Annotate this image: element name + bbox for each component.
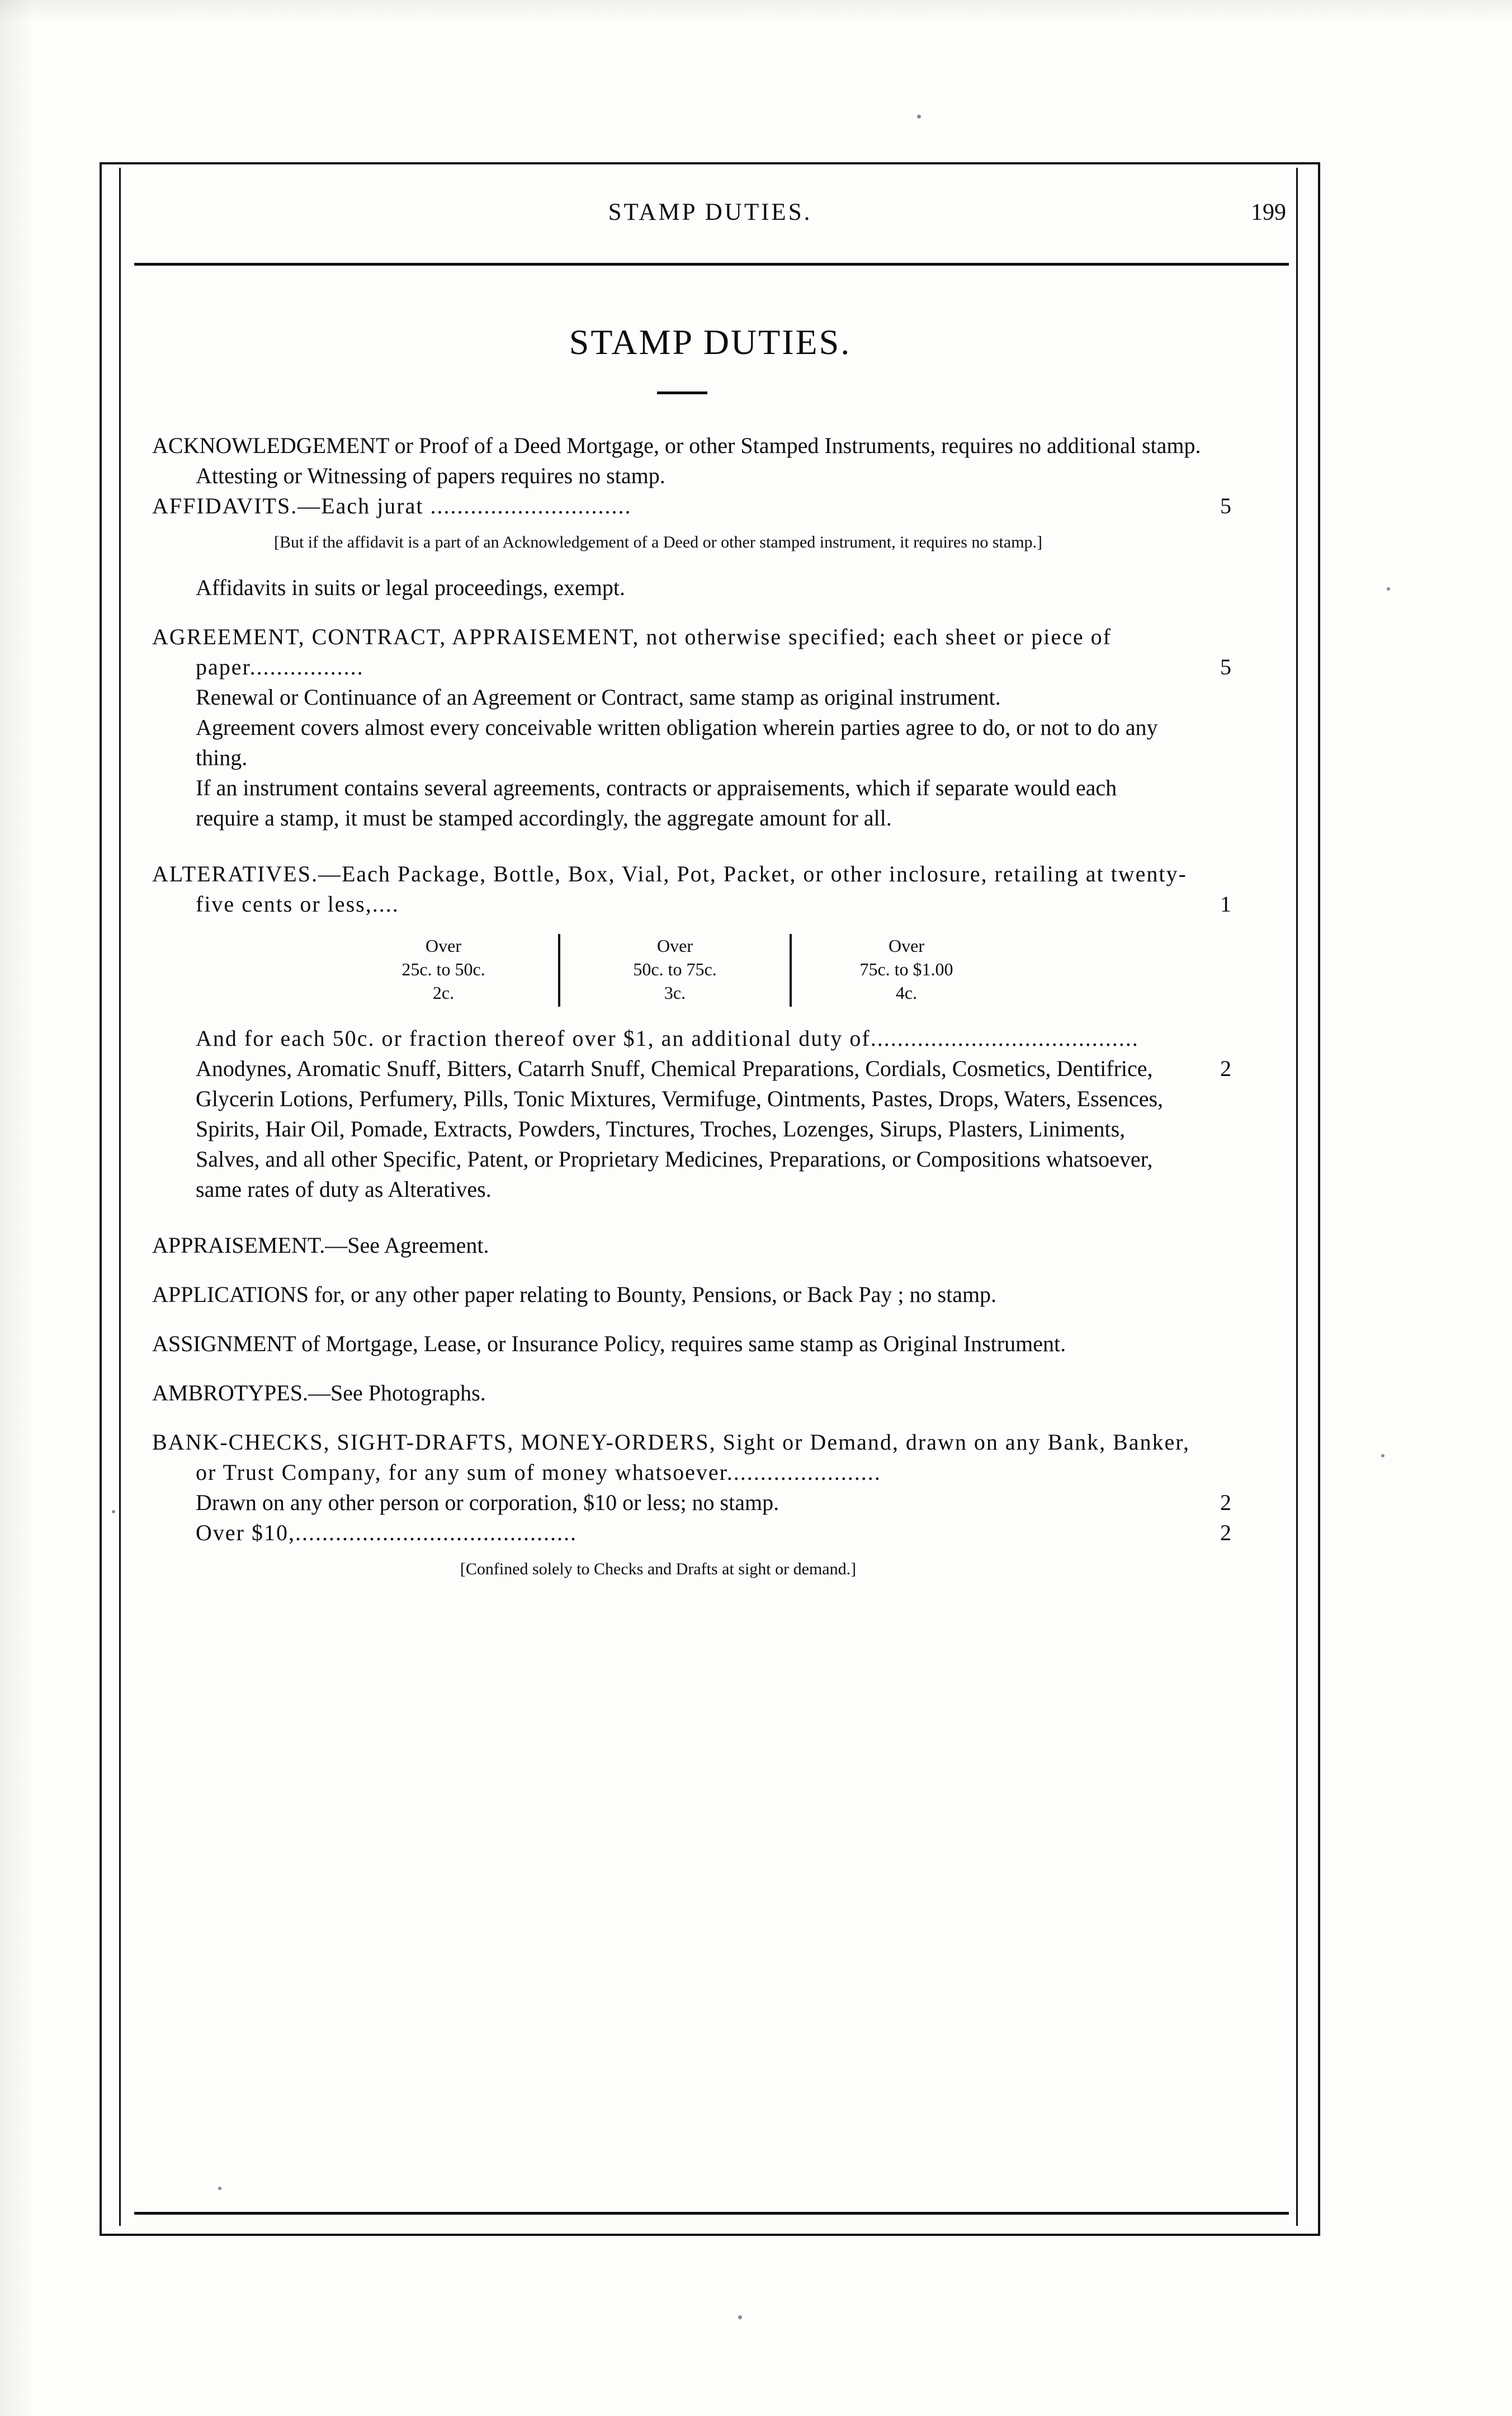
- page-number: 199: [1251, 200, 1286, 225]
- entry-amount: 2: [1220, 1490, 1231, 1515]
- entry-amount: 5: [1220, 654, 1231, 680]
- running-head-title: STAMP DUTIES.: [608, 199, 812, 225]
- entry-amount: 2: [1220, 1056, 1231, 1081]
- rate-column-range: 50c. to 75c.: [633, 959, 717, 979]
- page-border-inner-right-rule: [1296, 168, 1298, 2226]
- footer-rule: [134, 2212, 1289, 2215]
- entry-text: Renewal or Continuance of an Agreement or Contract, same stamp as original instrument.: [196, 685, 1001, 710]
- scan-speck: [917, 115, 921, 119]
- entry-text: ACKNOWLEDGEMENT or Proof of a Deed Mortgage, or other Stamped Instruments, requires no additional stamp. Attesting or Witnessing of papers requires no stamp.: [152, 433, 1201, 488]
- entry-text: Agreement covers almost every conceivable written obligation wherein parties agree to do, or not to do any thing.: [196, 715, 1158, 770]
- rate-column-duty: 4c.: [895, 983, 918, 1003]
- entry-alteratives-additional: [152, 1023, 1265, 1081]
- entry-text: Anodynes, Aromatic Snuff, Bitters, Catarrh Snuff, Chemical Preparations, Cordials, Cosmetics, Dentifrice, Glycerin Lotions, Perfumery, Pills, Tonic Mixtures, Vermifuge, Ointments, Pastes, Drops, Waters, Essences, Spirits, Hair Oil, Pomade, Extracts, Powders, Tinctures, Troches, Lozenges, Sirups, Plasters, Liniments, Salves, and all other Specific, Patent, or Proprietary Medicines, Preparations, or Compositions whatsoever, same rates of duty as Alteratives.: [196, 1056, 1164, 1202]
- entry-bank-checks-over: [152, 1518, 1265, 1548]
- spacer: [152, 1261, 1265, 1280]
- rate-column-range: 25c. to 50c.: [401, 959, 485, 979]
- entry-text: Affidavits in suits or legal proceedings, exempt.: [196, 575, 625, 600]
- entry-amount: 1: [1220, 891, 1231, 917]
- rate-column-1: [351, 934, 536, 1007]
- spacer: [152, 603, 1265, 622]
- scan-speck: [1387, 587, 1390, 591]
- entry-text: AMBROTYPES.—See Photographs.: [152, 1380, 486, 1405]
- entry-applications: [152, 1280, 1265, 1310]
- rate-column-header: Over: [426, 936, 461, 956]
- entry-agreement: [152, 622, 1265, 682]
- entry-alteratives-list: [152, 1054, 1265, 1205]
- entry-text: Drawn on any other person or corporation, $10 or less; no stamp.: [196, 1490, 779, 1515]
- spacer: [152, 554, 1265, 573]
- entry-text: ASSIGNMENT of Mortgage, Lease, or Insurance Policy, requires same stamp as Original Instrument.: [152, 1331, 1066, 1356]
- entry-appraisement: [152, 1230, 1265, 1261]
- rate-table-divider: [790, 934, 792, 1007]
- scan-edge-shading-top: [0, 0, 1512, 22]
- spacer: [152, 1548, 1265, 1558]
- rate-table-divider: [558, 934, 560, 1007]
- entry-text: APPLICATIONS for, or any other paper relating to Bounty, Pensions, or Back Pay ; no stamp.: [152, 1282, 997, 1307]
- entry-text: If an instrument contains several agreements, contracts or appraisements, which if separate would each require a stamp, it must be stamped accordingly, the aggregate amount for all.: [196, 775, 1117, 830]
- entry-text: And for each 50c. or fraction thereof over $1, an additional duty of........................................: [196, 1026, 1139, 1051]
- scan-speck: [1381, 1454, 1385, 1457]
- spacer: [152, 833, 1265, 859]
- entry-amount: 5: [1220, 493, 1231, 518]
- header-rule: [134, 263, 1289, 266]
- entry-text: APPRAISEMENT.—See Agreement.: [152, 1233, 489, 1258]
- spacer: [152, 1408, 1265, 1427]
- entry-text: AFFIDAVITS.—Each jurat ..............................: [152, 493, 632, 518]
- entry-alteratives: [152, 859, 1265, 919]
- entry-text: BANK-CHECKS, SIGHT-DRAFTS, MONEY-ORDERS, Sight or Demand, drawn on any Bank, Banker, or Trust Company, for any sum of money whatsoever.......................: [152, 1429, 1190, 1485]
- entry-ambrotypes: [152, 1378, 1265, 1408]
- entry-text: Over $10,..........................................: [196, 1520, 577, 1545]
- entry-affidavits-exempt: [152, 573, 1265, 603]
- entry-agreement-covers: [152, 712, 1265, 773]
- spacer: [152, 1359, 1265, 1378]
- title-dash-ornament: [657, 391, 707, 394]
- entry-assignment: [152, 1329, 1265, 1359]
- entry-text: AGREEMENT, CONTRACT, APPRAISEMENT, not otherwise specified; each sheet or piece of paper.................: [152, 624, 1112, 680]
- spacer: [152, 521, 1265, 531]
- entry-bank-checks-other: [152, 1488, 1265, 1518]
- rate-column-duty: 2c.: [432, 983, 455, 1003]
- page-border-inner-left-rule: [119, 168, 121, 2226]
- entry-affidavits: [152, 491, 1265, 521]
- running-head: [134, 199, 1286, 226]
- rate-column-duty: 3c.: [664, 983, 686, 1003]
- spacer: [152, 1310, 1265, 1329]
- entry-amount: 2: [1220, 1520, 1231, 1545]
- rate-column-header: Over: [889, 936, 924, 956]
- entry-agreement-several: [152, 773, 1265, 833]
- rate-column-range: 75c. to $1.00: [859, 959, 953, 979]
- bracket-note: [Confined solely to Checks and Drafts at sight or demand.]: [460, 1560, 857, 1578]
- entry-text: ALTERATIVES.—Each Package, Bottle, Box, Vial, Pot, Packet, or other inclosure, retailing at twenty-five cents or less,....: [152, 861, 1187, 917]
- alteratives-rate-table: [152, 934, 1164, 1007]
- spacer: [152, 1205, 1265, 1230]
- entry-acknowledgement: [152, 431, 1265, 491]
- entry-affidavits-note: [152, 531, 1265, 554]
- rate-column-2: [583, 934, 767, 1007]
- entry-agreement-renewal: [152, 682, 1265, 712]
- scan-edge-shading-left: [0, 0, 34, 2416]
- bracket-note: [But if the affidavit is a part of an Acknowledgement of a Deed or other stamped instrument, it requires no stamp.]: [273, 533, 1043, 551]
- page-title: STAMP DUTIES.: [569, 322, 852, 362]
- rate-column-3: [814, 934, 999, 1007]
- rate-column-header: Over: [657, 936, 693, 956]
- scan-speck: [738, 2315, 742, 2319]
- body-column: [152, 431, 1265, 1580]
- entry-bank-checks-note: [152, 1558, 1265, 1580]
